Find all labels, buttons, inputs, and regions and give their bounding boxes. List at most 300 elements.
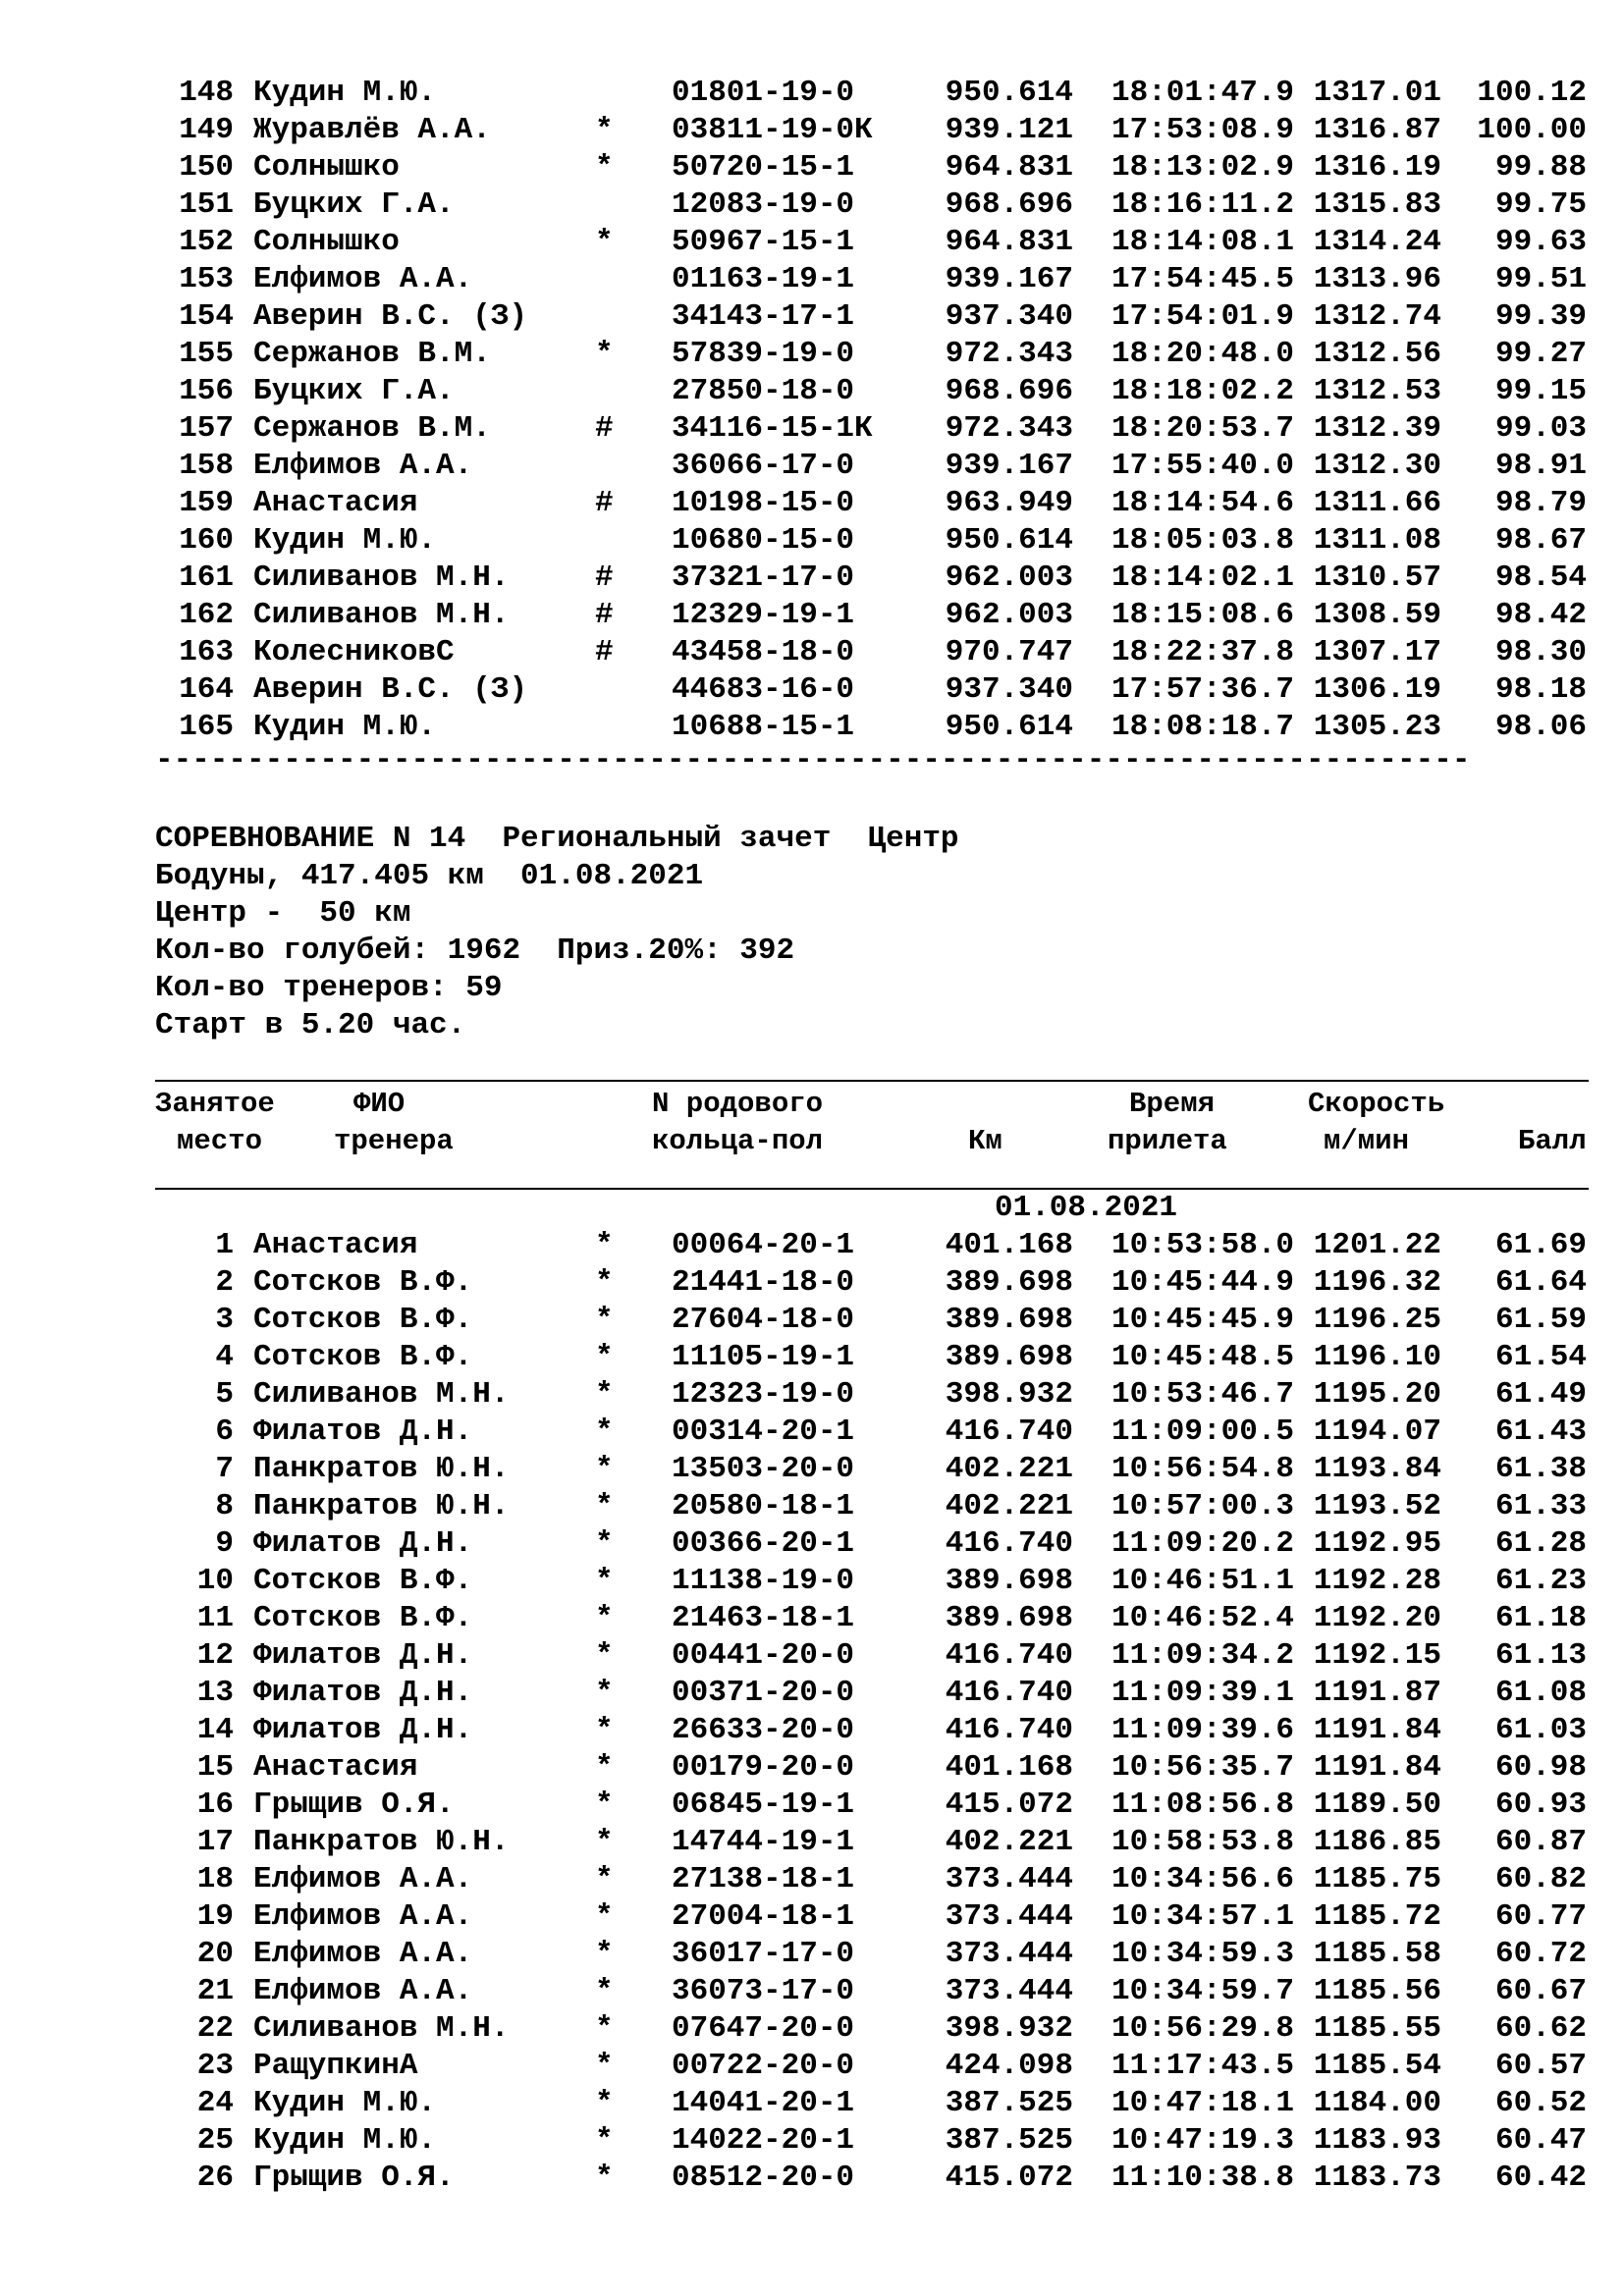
table-row	[155, 709, 1589, 746]
arrival-time-cell: 10:58:53.8	[1110, 1825, 1294, 1859]
table-row	[155, 1824, 1589, 1861]
arrival-time-cell: 10:34:59.3	[1110, 1937, 1294, 1971]
speed-cell: 1312.30	[1313, 449, 1441, 483]
table-row	[155, 373, 1589, 410]
table-row	[155, 1302, 1589, 1339]
score-cell: 98.42	[1494, 598, 1587, 632]
header-speed-1: Скорость	[1308, 1088, 1445, 1120]
trainer-count-line: Кол-во тренеров: 59	[155, 971, 503, 1005]
trainer-name-cell: Кудин М.Ю.	[253, 76, 437, 110]
speed-cell: 1306.19	[1313, 672, 1441, 707]
table-row	[155, 560, 1589, 597]
trainer-name-cell: Сотсков В.Ф.	[253, 1303, 473, 1337]
ring-number-cell: 07647-20-0	[672, 2011, 855, 2046]
place-cell: 20	[196, 1937, 234, 1971]
arrival-time-cell: 17:53:08.9	[1110, 113, 1294, 147]
trainer-name-cell: КолесниковС	[253, 635, 455, 669]
competition-info	[155, 821, 1589, 1044]
score-cell: 100.00	[1477, 113, 1587, 147]
distance-cell: 950.614	[945, 76, 1073, 110]
trainer-name-cell: Анастасия	[253, 486, 418, 520]
trainer-name-cell: Филатов Д.Н.	[253, 1676, 473, 1710]
mark-cell: *	[595, 1377, 614, 1412]
arrival-time-cell: 18:13:02.9	[1110, 150, 1294, 185]
place-cell: 12	[196, 1638, 234, 1673]
table-row	[155, 1973, 1589, 2010]
place-cell: 148	[179, 76, 234, 110]
place-cell: 16	[196, 1788, 234, 1822]
mark-cell: *	[595, 1638, 614, 1673]
ring-number-cell: 21441-18-0	[672, 1265, 855, 1300]
place-cell: 25	[196, 2123, 234, 2158]
results-table	[155, 1227, 1589, 2197]
trainer-name-cell: Кудин М.Ю.	[253, 2086, 437, 2120]
place-cell: 23	[196, 2049, 234, 2083]
place-cell: 2	[215, 1265, 234, 1300]
mark-cell: *	[595, 1340, 614, 1374]
arrival-time-cell: 10:53:46.7	[1110, 1377, 1294, 1412]
arrival-time-cell: 18:22:37.8	[1110, 635, 1294, 669]
speed-cell: 1307.17	[1313, 635, 1441, 669]
ring-number-cell: 14022-20-1	[672, 2123, 855, 2158]
distance-cell: 950.614	[945, 523, 1073, 558]
speed-cell: 1308.59	[1313, 598, 1441, 632]
speed-cell: 1195.20	[1313, 1377, 1441, 1412]
score-cell: 99.27	[1494, 337, 1587, 371]
trainer-name-cell: Силиванов М.Н.	[253, 1377, 510, 1412]
trainer-name-cell: Грыщив О.Я.	[253, 1788, 455, 1822]
score-cell: 61.33	[1494, 1489, 1587, 1523]
arrival-time-cell: 11:09:20.2	[1110, 1526, 1294, 1561]
distance-cell: 937.340	[945, 672, 1073, 707]
speed-cell: 1194.07	[1313, 1415, 1441, 1449]
mark-cell: #	[595, 411, 614, 446]
center-distance-line: Центр - 50 км	[155, 896, 411, 931]
distance-cell: 401.168	[945, 1750, 1073, 1785]
mark-cell: *	[595, 2161, 614, 2195]
distance-cell: 373.444	[945, 1937, 1073, 1971]
trainer-name-cell: Панкратов Ю.Н.	[253, 1489, 510, 1523]
speed-cell: 1185.54	[1313, 2049, 1441, 2083]
place-cell: 149	[179, 113, 234, 147]
ring-number-cell: 12083-19-0	[672, 187, 855, 222]
distance-cell: 416.740	[945, 1526, 1073, 1561]
table-row	[155, 1488, 1589, 1525]
table-row	[155, 1339, 1589, 1376]
score-cell: 61.38	[1494, 1452, 1587, 1486]
place-cell: 11	[196, 1601, 234, 1635]
speed-cell: 1196.10	[1313, 1340, 1441, 1374]
score-cell: 98.91	[1494, 449, 1587, 483]
score-cell: 99.88	[1494, 150, 1587, 185]
table-row	[155, 187, 1589, 224]
ring-number-cell: 03811-19-0К	[672, 113, 873, 147]
arrival-time-cell: 10:56:54.8	[1110, 1452, 1294, 1486]
trainer-name-cell: Сержанов В.М.	[253, 337, 491, 371]
distance-cell: 389.698	[945, 1340, 1073, 1374]
place-cell: 156	[179, 374, 234, 408]
table-row	[155, 448, 1589, 485]
place-cell: 153	[179, 262, 234, 296]
table-row	[155, 1227, 1589, 1264]
ring-number-cell: 21463-18-1	[672, 1601, 855, 1635]
speed-cell: 1192.15	[1313, 1638, 1441, 1673]
mark-cell: *	[595, 1825, 614, 1859]
distance-cell: 950.614	[945, 710, 1073, 744]
place-cell: 160	[179, 523, 234, 558]
ring-number-cell: 14744-19-1	[672, 1825, 855, 1859]
distance-cell: 387.525	[945, 2123, 1073, 2158]
score-cell: 60.93	[1494, 1788, 1587, 1822]
ring-number-cell: 10198-15-0	[672, 486, 855, 520]
score-cell: 61.69	[1494, 1228, 1587, 1262]
trainer-name-cell: Филатов Д.Н.	[253, 1415, 473, 1449]
arrival-time-cell: 10:47:19.3	[1110, 2123, 1294, 2158]
mark-cell: *	[595, 2123, 614, 2158]
speed-cell: 1183.93	[1313, 2123, 1441, 2158]
ring-number-cell: 11138-19-0	[672, 1564, 855, 1598]
mark-cell: *	[595, 2049, 614, 2083]
table-row	[155, 1414, 1589, 1451]
place-cell: 4	[215, 1340, 234, 1374]
distance-cell: 939.167	[945, 262, 1073, 296]
mark-cell: *	[595, 1564, 614, 1598]
header-time-2: прилета	[1108, 1125, 1227, 1157]
header-ring-1: N родового	[652, 1088, 824, 1120]
score-cell: 60.98	[1494, 1750, 1587, 1785]
distance-cell: 387.525	[945, 2086, 1073, 2120]
date-label: 01.08.2021	[995, 1191, 1178, 1225]
table-row	[155, 336, 1589, 373]
arrival-time-cell: 11:08:56.8	[1110, 1788, 1294, 1822]
ring-number-cell: 34143-17-1	[672, 299, 855, 334]
header-name-1: ФИО	[353, 1088, 406, 1120]
date-group-row	[155, 1190, 1589, 1227]
arrival-time-cell: 11:09:39.1	[1110, 1676, 1294, 1710]
table-row	[155, 1451, 1589, 1488]
speed-cell: 1185.55	[1313, 2011, 1441, 2046]
trainer-name-cell: Аверин В.С. (З)	[253, 672, 528, 707]
place-cell: 22	[196, 2011, 234, 2046]
ring-number-cell: 27604-18-0	[672, 1303, 855, 1337]
header-place-2: место	[177, 1125, 263, 1157]
mark-cell: #	[595, 635, 614, 669]
distance-cell: 968.696	[945, 374, 1073, 408]
speed-cell: 1196.32	[1313, 1265, 1441, 1300]
table-row	[155, 1898, 1589, 1936]
place-cell: 26	[196, 2161, 234, 2195]
arrival-time-cell: 11:10:38.8	[1110, 2161, 1294, 2195]
table-row	[155, 1525, 1589, 1563]
place-cell: 154	[179, 299, 234, 334]
ring-number-cell: 36017-17-0	[672, 1937, 855, 1971]
score-cell: 98.67	[1494, 523, 1587, 558]
ring-number-cell: 50967-15-1	[672, 225, 855, 259]
score-cell: 60.62	[1494, 2011, 1587, 2046]
mark-cell: *	[595, 225, 614, 259]
score-cell: 99.03	[1494, 411, 1587, 446]
mark-cell: *	[595, 150, 614, 185]
trainer-name-cell: Буцких Г.А.	[253, 187, 455, 222]
mark-cell: *	[595, 1489, 614, 1523]
arrival-time-cell: 10:34:56.6	[1110, 1862, 1294, 1896]
table-row	[155, 522, 1589, 560]
place-cell: 9	[215, 1526, 234, 1561]
arrival-time-cell: 18:08:18.7	[1110, 710, 1294, 744]
speed-cell: 1317.01	[1313, 76, 1441, 110]
ring-number-cell: 10680-15-0	[672, 523, 855, 558]
arrival-time-cell: 10:34:59.7	[1110, 1974, 1294, 2008]
table-row	[155, 261, 1589, 298]
ring-number-cell: 00179-20-0	[672, 1750, 855, 1785]
score-cell: 60.77	[1494, 1899, 1587, 1934]
speed-cell: 1186.85	[1313, 1825, 1441, 1859]
place-cell: 17	[196, 1825, 234, 1859]
speed-cell: 1192.28	[1313, 1564, 1441, 1598]
arrival-time-cell: 18:20:48.0	[1110, 337, 1294, 371]
arrival-time-cell: 18:15:08.6	[1110, 598, 1294, 632]
arrival-time-cell: 10:45:44.9	[1110, 1265, 1294, 1300]
mark-cell: *	[595, 1974, 614, 2008]
distance-cell: 968.696	[945, 187, 1073, 222]
results-page	[155, 75, 1589, 2197]
header-name-2: тренера	[334, 1125, 454, 1157]
distance-cell: 937.340	[945, 299, 1073, 334]
place-cell: 164	[179, 672, 234, 707]
distance-cell: 416.740	[945, 1415, 1073, 1449]
arrival-time-cell: 17:57:36.7	[1110, 672, 1294, 707]
score-cell: 61.03	[1494, 1713, 1587, 1747]
ring-number-cell: 20580-18-1	[672, 1489, 855, 1523]
place-cell: 21	[196, 1974, 234, 2008]
distance-cell: 972.343	[945, 411, 1073, 446]
distance-cell: 389.698	[945, 1601, 1073, 1635]
ring-number-cell: 00371-20-0	[672, 1676, 855, 1710]
table-row	[155, 1675, 1589, 1712]
place-cell: 13	[196, 1676, 234, 1710]
table-row	[155, 634, 1589, 671]
distance-cell: 389.698	[945, 1564, 1073, 1598]
ring-number-cell: 26633-20-0	[672, 1713, 855, 1747]
score-cell: 99.63	[1494, 225, 1587, 259]
table-row	[155, 671, 1589, 709]
speed-cell: 1184.00	[1313, 2086, 1441, 2120]
score-cell: 61.59	[1494, 1303, 1587, 1337]
mark-cell: *	[595, 1452, 614, 1486]
trainer-name-cell: Кудин М.Ю.	[253, 710, 437, 744]
trainer-name-cell: Сотсков В.Ф.	[253, 1265, 473, 1300]
table-row	[155, 1600, 1589, 1637]
speed-cell: 1316.87	[1313, 113, 1441, 147]
place-cell: 151	[179, 187, 234, 222]
speed-cell: 1185.75	[1313, 1862, 1441, 1896]
speed-cell: 1311.66	[1313, 486, 1441, 520]
place-cell: 165	[179, 710, 234, 744]
distance-cell: 373.444	[945, 1899, 1073, 1934]
trainer-name-cell: Филатов Д.Н.	[253, 1638, 473, 1673]
trainer-name-cell: Солнышко	[253, 150, 400, 185]
table-row	[155, 410, 1589, 448]
ring-number-cell: 27850-18-0	[672, 374, 855, 408]
distance-cell: 398.932	[945, 2011, 1073, 2046]
trainer-name-cell: Филатов Д.Н.	[253, 1713, 473, 1747]
speed-cell: 1201.22	[1313, 1228, 1441, 1262]
trainer-name-cell: Елфимов А.А.	[253, 262, 473, 296]
distance-cell: 402.221	[945, 1452, 1073, 1486]
place-cell: 15	[196, 1750, 234, 1785]
place-cell: 7	[215, 1452, 234, 1486]
ring-number-cell: 34116-15-1К	[672, 411, 873, 446]
arrival-time-cell: 10:56:29.8	[1110, 2011, 1294, 2046]
place-cell: 19	[196, 1899, 234, 1934]
arrival-time-cell: 18:18:02.2	[1110, 374, 1294, 408]
arrival-time-cell: 18:05:03.8	[1110, 523, 1294, 558]
ring-number-cell: 00441-20-0	[672, 1638, 855, 1673]
header-km: Км	[968, 1125, 1002, 1157]
mark-cell: *	[595, 1750, 614, 1785]
trainer-name-cell: Елфимов А.А.	[253, 449, 473, 483]
arrival-time-cell: 10:47:18.1	[1110, 2086, 1294, 2120]
score-cell: 61.13	[1494, 1638, 1587, 1673]
trainer-name-cell: РащупкинА	[253, 2049, 418, 2083]
header-speed-2: м/мин	[1324, 1125, 1410, 1157]
trainer-name-cell: Кудин М.Ю.	[253, 2123, 437, 2158]
table-row	[155, 1264, 1589, 1302]
trainer-name-cell: Панкратов Ю.Н.	[253, 1452, 510, 1486]
distance-cell: 389.698	[945, 1265, 1073, 1300]
mark-cell: *	[595, 1265, 614, 1300]
table-row	[155, 75, 1589, 112]
trainer-name-cell: Солнышко	[253, 225, 400, 259]
distance-cell: 373.444	[945, 1974, 1073, 2008]
mark-cell: #	[595, 486, 614, 520]
place-cell: 24	[196, 2086, 234, 2120]
speed-cell: 1315.83	[1313, 187, 1441, 222]
arrival-time-cell: 17:55:40.0	[1110, 449, 1294, 483]
arrival-time-cell: 10:56:35.7	[1110, 1750, 1294, 1785]
ring-number-cell: 36066-17-0	[672, 449, 855, 483]
speed-cell: 1192.20	[1313, 1601, 1441, 1635]
competition-title: СОРЕВНОВАНИЕ N 14 Региональный зачет Центр	[155, 822, 959, 856]
trainer-name-cell: Аверин В.С. (З)	[253, 299, 528, 334]
arrival-time-cell: 18:14:02.1	[1110, 561, 1294, 595]
arrival-time-cell: 11:09:39.6	[1110, 1713, 1294, 1747]
score-cell: 60.82	[1494, 1862, 1587, 1896]
ring-number-cell: 14041-20-1	[672, 2086, 855, 2120]
previous-results-table	[155, 75, 1589, 746]
trainer-name-cell: Анастасия	[253, 1750, 418, 1785]
place-cell: 5	[215, 1377, 234, 1412]
distance-cell: 398.932	[945, 1377, 1073, 1412]
speed-cell: 1185.58	[1313, 1937, 1441, 1971]
place-cell: 1	[215, 1228, 234, 1262]
table-row	[155, 1861, 1589, 1898]
speed-cell: 1185.56	[1313, 1974, 1441, 2008]
distance-cell: 939.167	[945, 449, 1073, 483]
ring-number-cell: 12329-19-1	[672, 598, 855, 632]
arrival-time-cell: 18:14:08.1	[1110, 225, 1294, 259]
mark-cell: #	[595, 561, 614, 595]
score-cell: 98.79	[1494, 486, 1587, 520]
ring-number-cell: 00366-20-1	[672, 1526, 855, 1561]
score-cell: 61.49	[1494, 1377, 1587, 1412]
arrival-time-cell: 17:54:45.5	[1110, 262, 1294, 296]
score-cell: 61.18	[1494, 1601, 1587, 1635]
trainer-name-cell: Силиванов М.Н.	[253, 598, 510, 632]
ring-number-cell: 27138-18-1	[672, 1862, 855, 1896]
ring-number-cell: 43458-18-0	[672, 635, 855, 669]
trainer-name-cell: Кудин М.Ю.	[253, 523, 437, 558]
trainer-name-cell: Сотсков В.Ф.	[253, 1601, 473, 1635]
ring-number-cell: 44683-16-0	[672, 672, 855, 707]
ring-number-cell: 01163-19-1	[672, 262, 855, 296]
dashed-separator: ------------------------------------------------------------------------	[155, 746, 1471, 775]
score-cell: 61.64	[1494, 1265, 1587, 1300]
header-time-1: Время	[1129, 1088, 1216, 1120]
ring-number-cell: 00722-20-0	[672, 2049, 855, 2083]
table-row	[155, 2122, 1589, 2160]
mark-cell: *	[595, 1862, 614, 1896]
trainer-name-cell: Сотсков В.Ф.	[253, 1340, 473, 1374]
speed-cell: 1193.52	[1313, 1489, 1441, 1523]
score-cell: 99.51	[1494, 262, 1587, 296]
table-row	[155, 2010, 1589, 2048]
score-cell: 61.08	[1494, 1676, 1587, 1710]
table-row	[155, 1376, 1589, 1414]
ring-number-cell: 01801-19-0	[672, 76, 855, 110]
distance-cell: 970.747	[945, 635, 1073, 669]
trainer-name-cell: Буцких Г.А.	[253, 374, 455, 408]
mark-cell: *	[595, 1228, 614, 1262]
distance-cell: 963.949	[945, 486, 1073, 520]
mark-cell: *	[595, 1601, 614, 1635]
table-row	[155, 149, 1589, 187]
arrival-time-cell: 10:57:00.3	[1110, 1489, 1294, 1523]
speed-cell: 1183.73	[1313, 2161, 1441, 2195]
ring-number-cell: 37321-17-0	[672, 561, 855, 595]
distance-cell: 402.221	[945, 1489, 1073, 1523]
distance-cell: 415.072	[945, 2161, 1073, 2195]
speed-cell: 1310.57	[1313, 561, 1441, 595]
ring-number-cell: 27004-18-1	[672, 1899, 855, 1934]
score-cell: 60.42	[1494, 2161, 1587, 2195]
speed-cell: 1312.56	[1313, 337, 1441, 371]
mark-cell: *	[595, 1788, 614, 1822]
table-row	[155, 224, 1589, 261]
trainer-name-cell: Сотсков В.Ф.	[253, 1564, 473, 1598]
score-cell: 61.28	[1494, 1526, 1587, 1561]
arrival-time-cell: 11:09:34.2	[1110, 1638, 1294, 1673]
arrival-time-cell: 17:54:01.9	[1110, 299, 1294, 334]
speed-cell: 1196.25	[1313, 1303, 1441, 1337]
score-cell: 60.72	[1494, 1937, 1587, 1971]
header-score: Балл	[1518, 1125, 1587, 1157]
speed-cell: 1185.72	[1313, 1899, 1441, 1934]
speed-cell: 1312.74	[1313, 299, 1441, 334]
distance-cell: 402.221	[945, 1825, 1073, 1859]
speed-cell: 1193.84	[1313, 1452, 1441, 1486]
ring-number-cell: 08512-20-0	[672, 2161, 855, 2195]
distance-cell: 964.831	[945, 225, 1073, 259]
speed-cell: 1189.50	[1313, 1788, 1441, 1822]
mark-cell: *	[595, 2011, 614, 2046]
mark-cell: *	[595, 1526, 614, 1561]
distance-cell: 415.072	[945, 1788, 1073, 1822]
score-cell: 60.52	[1494, 2086, 1587, 2120]
score-cell: 99.15	[1494, 374, 1587, 408]
score-cell: 60.87	[1494, 1825, 1587, 1859]
table-row	[155, 1787, 1589, 1824]
